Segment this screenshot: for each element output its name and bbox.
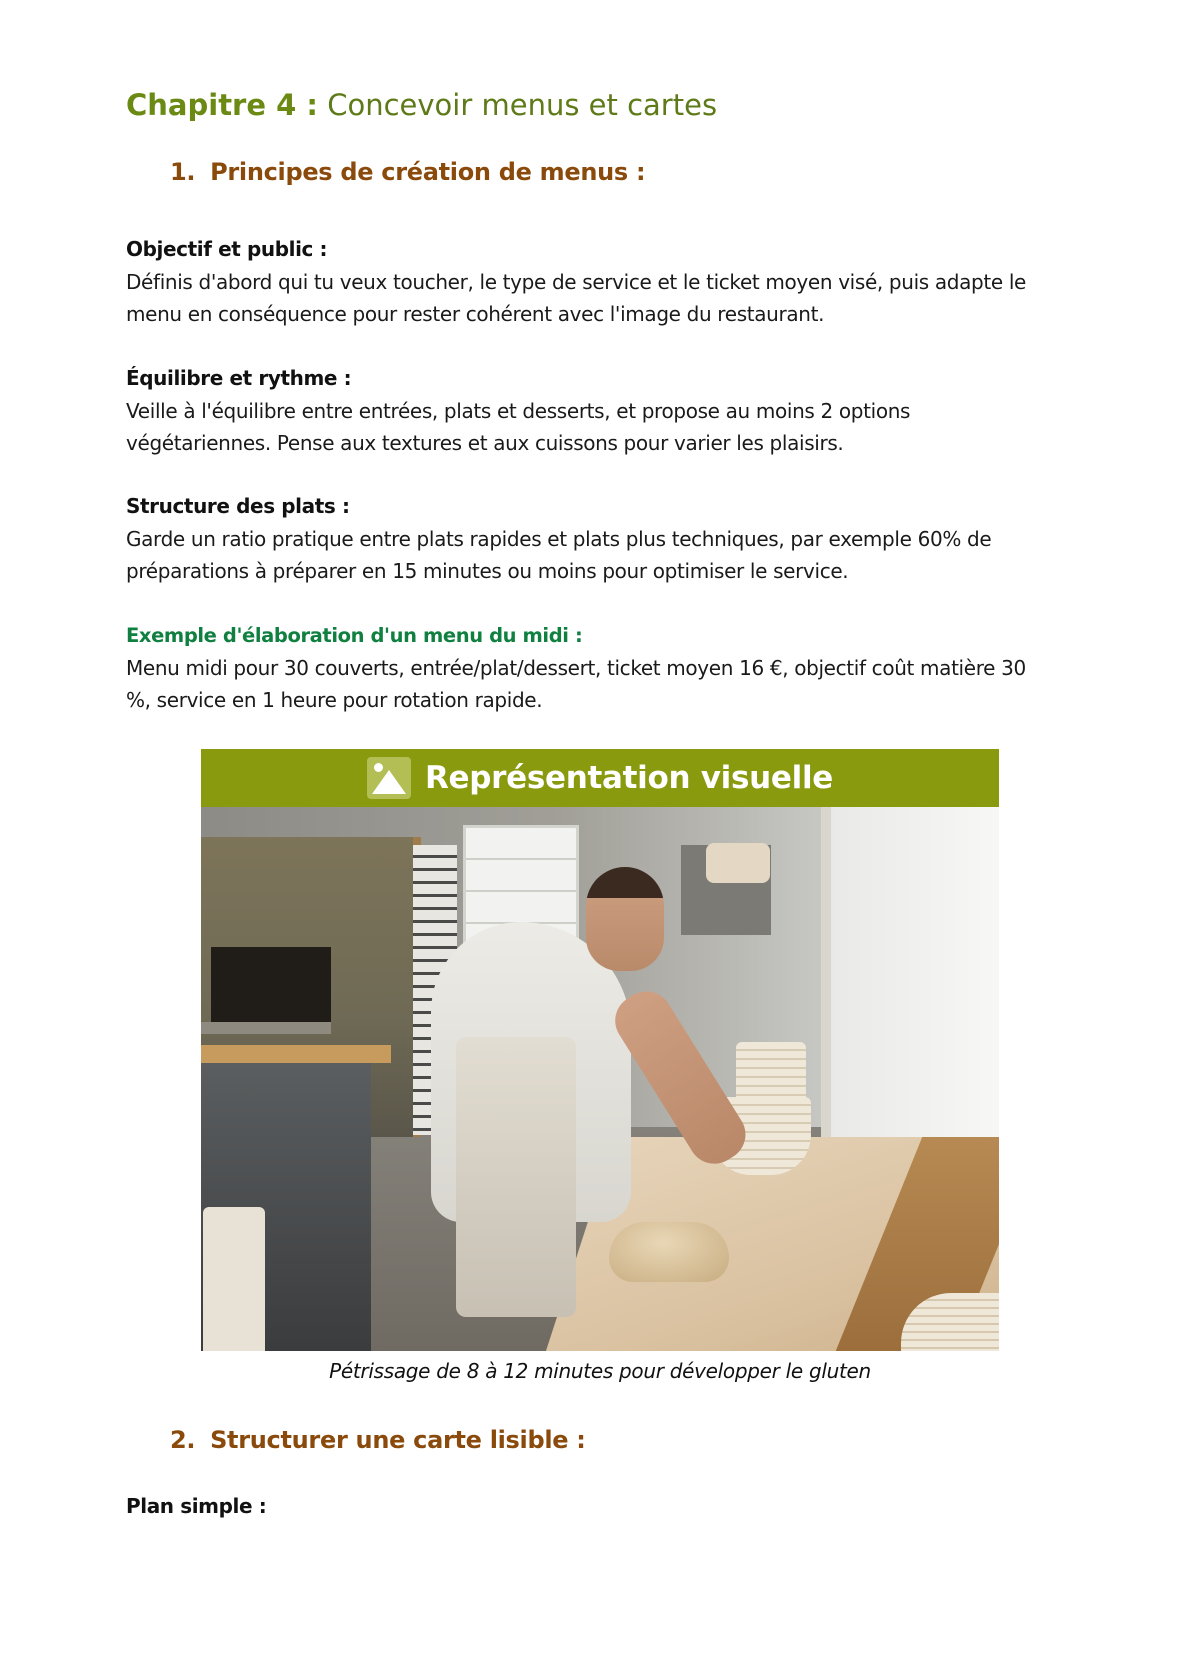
- figure-header-title: Représentation visuelle: [424, 760, 834, 796]
- block-text-equilibre: Veille à l'équilibre entre entrées, plats et desserts, et propose au moins 2 options végétariennes. Pense aux textures et aux cuissons pour varier les plaisirs.: [126, 399, 911, 455]
- chapter-label: Chapitre 4 :: [126, 88, 318, 122]
- example-heading: Exemple d'élaboration d'un menu du midi :: [126, 624, 583, 647]
- figure-header: [201, 749, 999, 807]
- chapter-title: [126, 88, 717, 122]
- example-text: Menu midi pour 30 couverts, entrée/plat/dessert, ticket moyen 16 €, objectif coût matière 30 %, service en 1 heure pour rotation rapide.: [126, 656, 1026, 712]
- section-number: 1.: [170, 158, 196, 186]
- section-title-text: Structurer une carte lisible :: [210, 1426, 586, 1454]
- block-text-objectif: Définis d'abord qui tu veux toucher, le type de service et le ticket moyen visé, puis adapte le menu en conséquence pour rester cohérent avec l'image du restaurant.: [126, 270, 1027, 326]
- section-heading-2: [170, 1426, 586, 1454]
- block-heading-objectif: Objectif et public :: [126, 237, 328, 261]
- block-heading-structure: Structure des plats :: [126, 494, 350, 518]
- block-text-structure: Garde un ratio pratique entre plats rapides et plats plus techniques, par exemple 60% de préparations à préparer en 15 minutes ou moins pour optimiser le service.: [126, 527, 992, 583]
- section-title-text: Principes de création de menus :: [210, 158, 646, 186]
- block-heading-equilibre: Équilibre et rythme :: [126, 366, 352, 390]
- figure-caption: Pétrissage de 8 à 12 minutes pour développer le gluten: [329, 1359, 871, 1383]
- block-heading-plan-simple: Plan simple :: [126, 1494, 267, 1518]
- image-icon: [367, 757, 411, 799]
- visual-figure: [201, 749, 999, 1383]
- chapter-name: Concevoir menus et cartes: [327, 88, 718, 122]
- section-heading-1: [170, 158, 645, 186]
- baker-kneading-photo: [201, 807, 999, 1351]
- section-number: 2.: [170, 1426, 196, 1454]
